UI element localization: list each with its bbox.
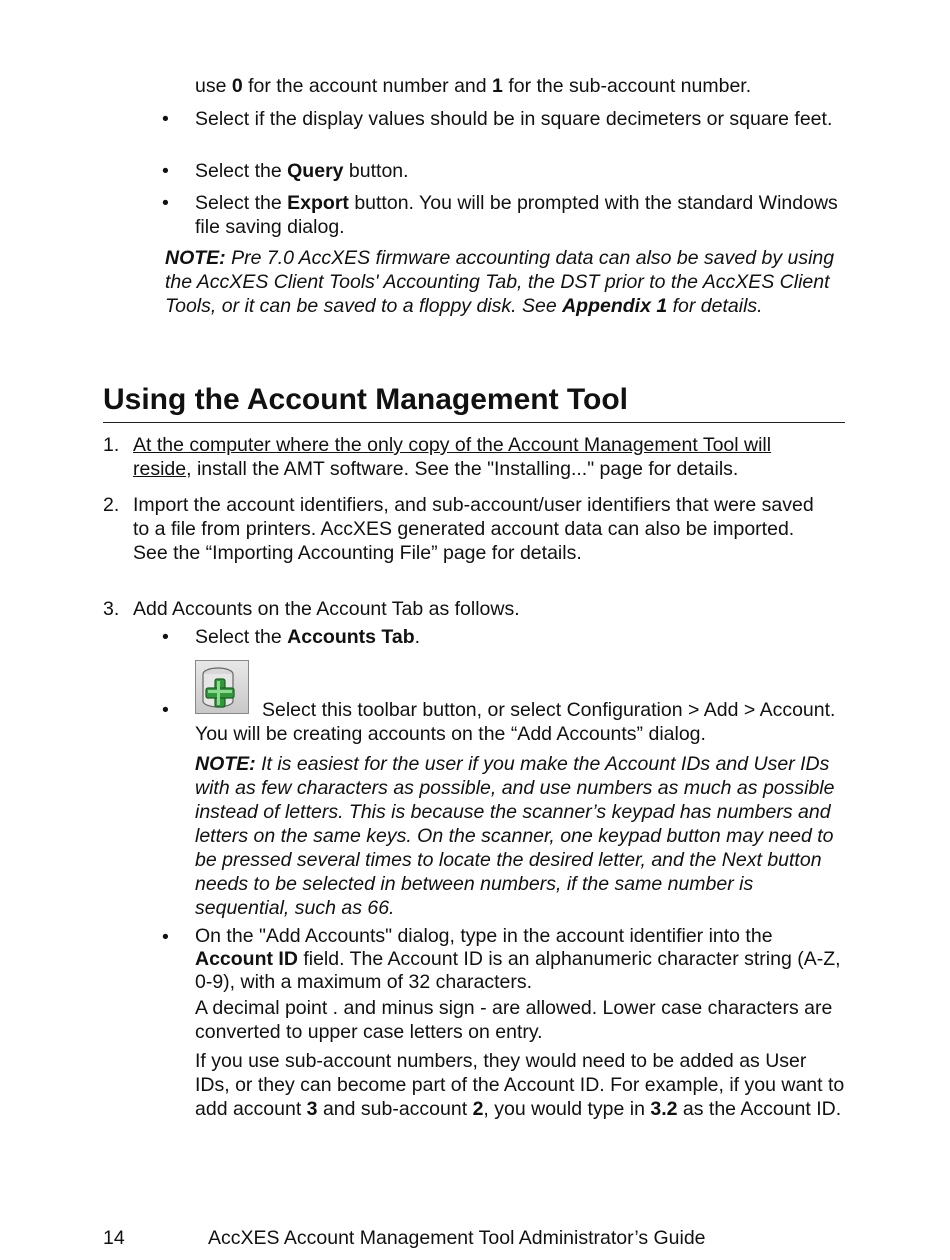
- text-run: .: [414, 626, 421, 648]
- bold-run: Query: [287, 160, 344, 182]
- bullet: •: [162, 192, 169, 214]
- bullet: •: [162, 699, 169, 721]
- text-run: as the Account ID.: [677, 1098, 842, 1120]
- text-run: Select the: [195, 626, 288, 648]
- text-run: button. You will be prompted with the standard Windows file saving dialog.: [195, 192, 838, 238]
- bullet: •: [162, 108, 169, 130]
- bold-run: 2: [472, 1098, 484, 1120]
- text-run: for the account number and: [242, 75, 493, 97]
- text-run: use: [195, 75, 232, 97]
- bullet-query: [195, 159, 845, 183]
- text-run: button.: [343, 160, 409, 182]
- bullet: •: [162, 626, 169, 648]
- bullet: •: [162, 926, 169, 948]
- sub-account-explanation: [195, 1049, 845, 1121]
- note-label: NOTE:: [165, 247, 226, 269]
- bold-run: 1: [492, 75, 503, 97]
- step-number: 3.: [103, 598, 120, 620]
- bullet-account-id: [195, 925, 845, 994]
- bold-run: Accounts Tab: [287, 626, 415, 648]
- note-firmware: [165, 246, 845, 318]
- bold-run: Export: [287, 192, 349, 214]
- text-run: for the sub-account number.: [502, 75, 752, 97]
- section-heading: Using the Account Management Tool: [103, 382, 845, 423]
- text-run: for details.: [667, 295, 763, 317]
- bullet-accounts-tab: [195, 625, 845, 649]
- text-run: Select the: [195, 192, 288, 214]
- step-1-text: [133, 433, 823, 481]
- bullet: •: [162, 160, 169, 182]
- bold-run: Account ID: [195, 948, 298, 970]
- footer-title: AccXES Account Management Tool Administrator’s Guide: [208, 1227, 706, 1249]
- text-run: If you use sub-account numbers, they would need to be added as User IDs, or they can become part of the Account ID. For example, if you want to add account: [195, 1050, 845, 1120]
- bold-run: 0: [231, 75, 243, 97]
- text-run: , you would type in: [483, 1098, 651, 1120]
- step-2-text: Import the account identifiers, and sub-account/user identifiers that were saved to a file from printers. AccXES generated account data can also be imported. See the “Importing Accounting File” page for details.: [133, 494, 814, 564]
- text-run: Select the: [195, 160, 288, 182]
- underlined-run: At the computer where the only copy of the Account Management Tool will reside: [133, 434, 772, 480]
- bold-run: Appendix 1: [562, 295, 668, 317]
- decimal-point-note: A decimal point . and minus sign - are allowed. Lower case characters are converted to upper case letters on entry.: [195, 997, 833, 1043]
- bullet-toolbar-button: Select this toolbar button, or select Configuration > Add > Account. You will be creating accounts on the “Add Accounts” dialog.: [195, 699, 836, 745]
- step-number: 2.: [103, 494, 120, 516]
- text-run: , install the AMT software. See the "Installing..." page for details.: [186, 458, 739, 480]
- text-run: On the "Add Accounts" dialog, type in the account identifier into the: [195, 925, 773, 947]
- step-3-text: Add Accounts on the Account Tab as follows.: [133, 598, 520, 620]
- bullet-export: [195, 191, 845, 239]
- text-run: It is easiest for the user if you make the Account IDs and User IDs with as few characters as possible, and use numbers as much as possible instead of letters. This is because the scanner’s keypad has numbers and letters on the same keys. On the scanner, one keypad button may need to be pressed several times to locate the desired letter, and the Next button needs to be selected in between numbers, if the same number is sequential, such as 66.: [195, 753, 835, 919]
- bold-run: 3: [306, 1098, 318, 1120]
- continuation-line: [195, 74, 845, 98]
- text-run: and sub-account: [317, 1098, 473, 1120]
- note-label: NOTE:: [195, 753, 256, 775]
- note-easiest: [195, 752, 845, 920]
- step-number: 1.: [103, 434, 120, 456]
- text-run: Pre 7.0 AccXES firmware accounting data can also be saved by using the AccXES Client Tools' Accounting Tab, the DST prior to the AccXES Client Tools, or it can be saved to a floppy disk. See: [165, 247, 835, 317]
- bullet-display-units: Select if the display values should be in square decimeters or square feet.: [195, 108, 833, 130]
- text-run: field. The Account ID is an alphanumeric character string (A-Z, 0-9), with a maximum of 32 characters.: [195, 948, 841, 993]
- bold-run: 3.2: [650, 1098, 678, 1120]
- page-number: 14: [103, 1227, 125, 1249]
